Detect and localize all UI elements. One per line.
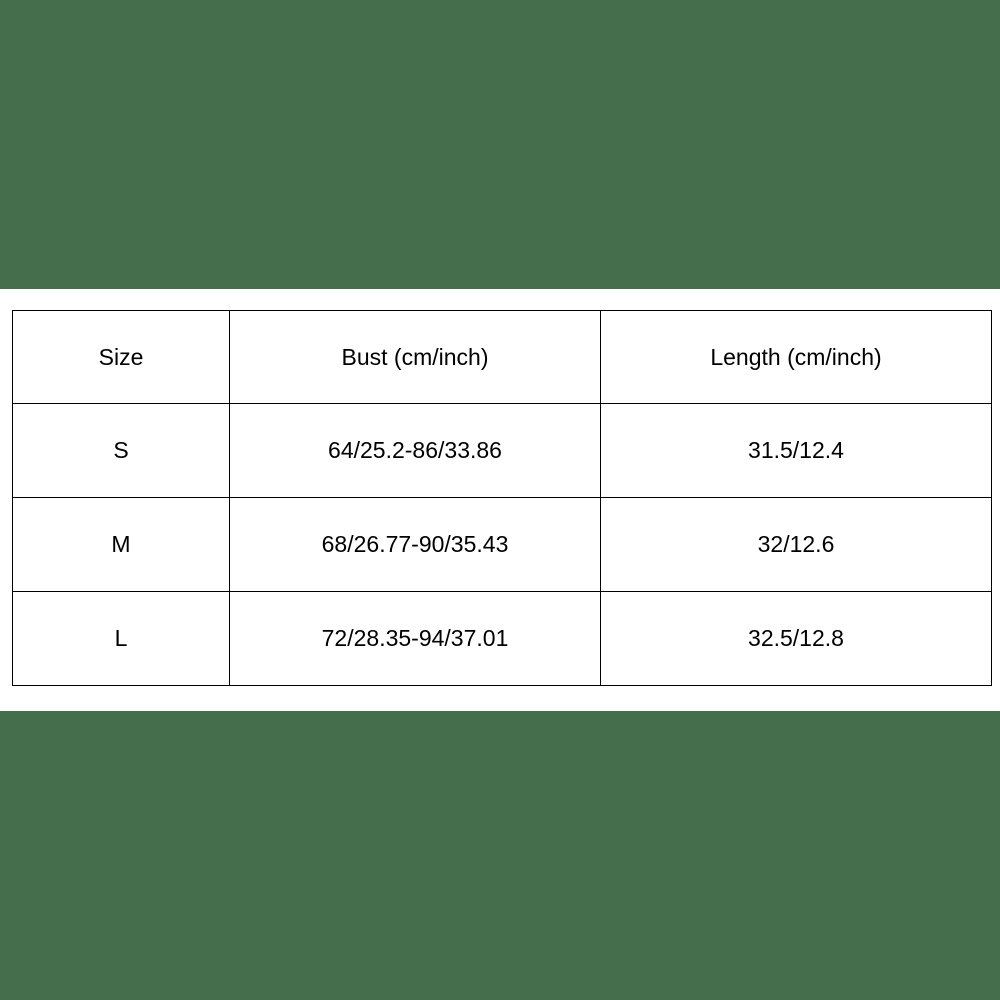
table-header <box>13 311 992 404</box>
column-header-length: Length (cm/inch) <box>601 311 992 404</box>
table-row <box>13 498 992 592</box>
cell-bust: 64/25.2-86/33.86 <box>230 404 601 498</box>
cell-size: L <box>13 592 230 686</box>
table-header-row <box>13 311 992 404</box>
size-chart-table <box>12 310 992 686</box>
cell-bust: 72/28.35-94/37.01 <box>230 592 601 686</box>
column-header-bust: Bust (cm/inch) <box>230 311 601 404</box>
cell-length: 32/12.6 <box>601 498 992 592</box>
cell-length: 31.5/12.4 <box>601 404 992 498</box>
table-body <box>13 404 992 686</box>
cell-size: M <box>13 498 230 592</box>
column-header-size: Size <box>13 311 230 404</box>
table-row <box>13 592 992 686</box>
cell-length: 32.5/12.8 <box>601 592 992 686</box>
cell-bust: 68/26.77-90/35.43 <box>230 498 601 592</box>
cell-size: S <box>13 404 230 498</box>
table-row <box>13 404 992 498</box>
